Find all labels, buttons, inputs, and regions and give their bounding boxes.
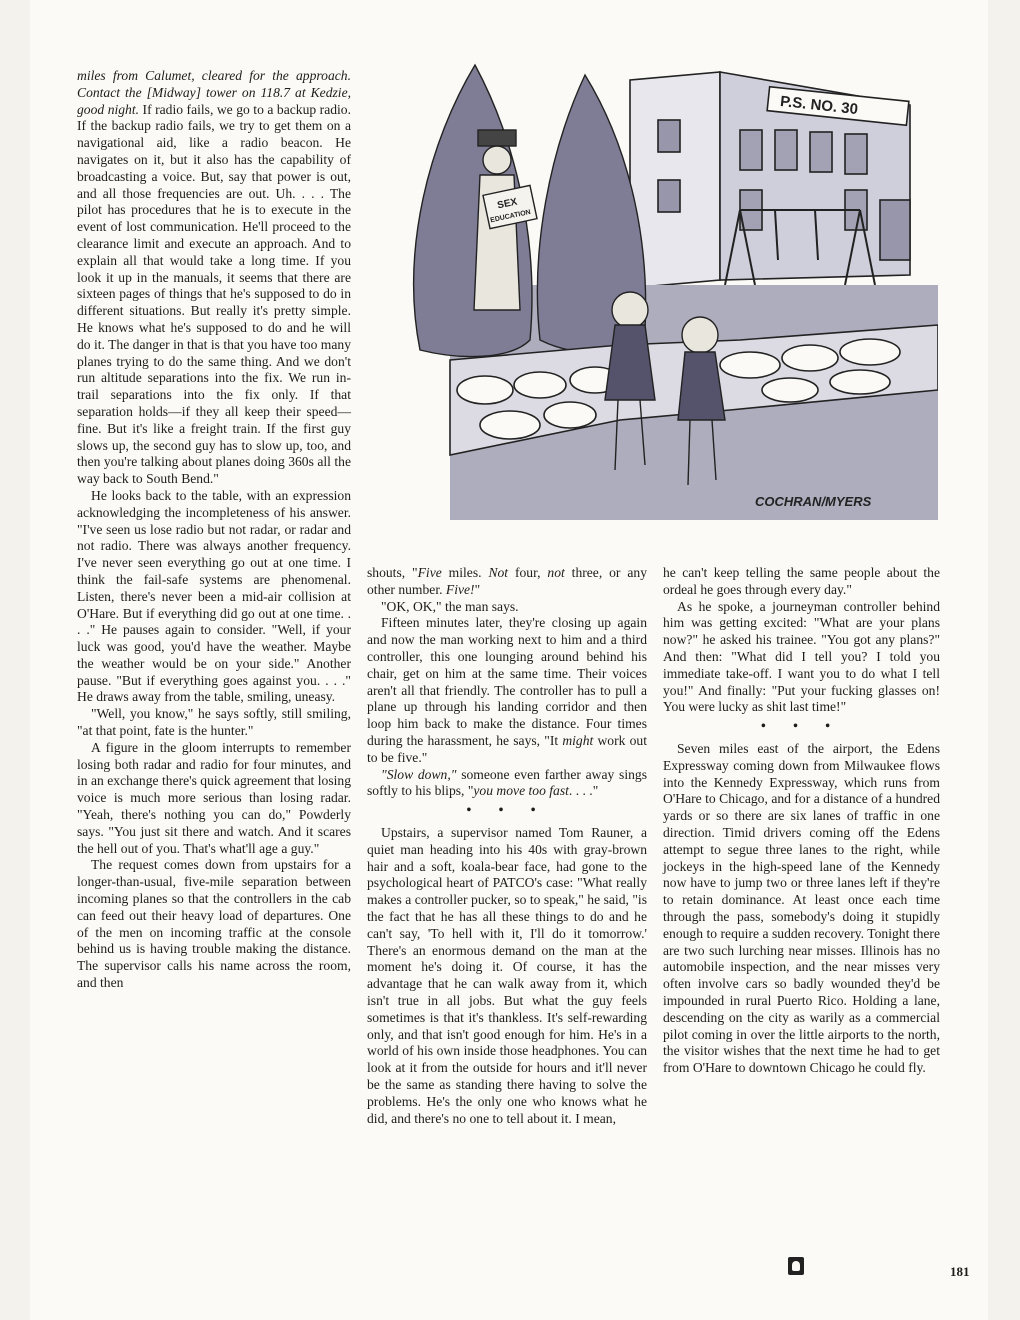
sign-text-1: SEX [496, 196, 519, 212]
paragraph: "OK, OK," the man says. [381, 598, 519, 614]
paragraph [77, 68, 351, 488]
section-break: • • • [466, 802, 548, 818]
magazine-page [30, 0, 988, 1320]
paragraph: As he spoke, a journeyman controller behind him was getting excited: "What are your plans now?" he asked his trainee. "You got any plans?" And then: "What did I tell you? I told you immediate take-off. I want you to do what I tell you!" And finally: "Put your fucking glasses on! You were lucky as shit last time!" [663, 598, 940, 715]
paragraph-text: If radio fails, we go to a backup radio. If the backup radio fails, we try to get them on a navigational aid, like a radio beacon. He navigates on it, but it also has the capability of broadcasting a voice. But, say that power is out, and all those frequencies are out. Uh. . . . The pilot has procedures that he is to execute in the event of lost communication. He'll proceed to the clearance limit and execute an approach. And to explain all that would take a long time. If you look it up in the manuals, it seems that there are sixteen pages of things that he's supposed to do in different situations. But really it's pretty simple. He knows what he's supposed to do and he will do it. The danger in that is that you have too many planes trying to do the same thing. And we don't run altitude separations into the fix. We run in-trail separations into the fix only. If that separation holds—if they all keep their speed—fine. But it's like a freight train. If the first guy slows up, the second guy has to slow up, too, and then you're talking about planes doing 360s all the way back to South Bend." [77, 101, 351, 487]
paragraph: "Well, you know," he says softly, still smiling, "at that point, fate is the hunter." [77, 706, 351, 739]
italic-dialogue: miles from Calumet, cleared for the approach. Contact the [Midway] tower on 118.7 at Kedzie, good night. [77, 68, 351, 117]
paragraph: Fifteen minutes later, they're closing up again and now the man working next to him and a third controller, this one lounging around behind his chair, get on him at the same time. Their voices aren't all that friendly. The controller has to pull a plane up through his landing corridor and then loop him back to make the distance. Four times during the harassment, he says, "It might work out to be five." [367, 615, 647, 765]
paragraph: The request comes down from upstairs for a longer-than-usual, five-mile separation between incoming planes so that the controllers in the cab can feed out their heavy load of departures. One of the men on incoming traffic at the console behind us is having trouble making the distance. The supervisor calls his name across the room, and then [77, 857, 351, 991]
school-sign-text: P.S. NO. 30 [779, 92, 859, 119]
bunny-logo-icon [788, 1257, 804, 1275]
text-column-3 [663, 565, 940, 1077]
section-break: • • • [760, 718, 843, 734]
paragraph: "Slow down," someone even farther away sings softly to his blips, "you move too fast. . . ." [367, 766, 647, 799]
paragraph: He looks back to the table, with an expression acknowledging the incompleteness of his answer. "I've seen us lose radio but not radar, or radar and not radio. There was always another frequency. I've never seen everything go out at one time. I think the fail-safe systems are phenomenal. Listen, there's never been a mid-air collision at O'Hare. But if everything did go out at one time. . . ." He pauses again to consider. "Well, if your luck was good, you'd have the weather. Maybe the weather would be on your side." Another pause. "But if everything goes against you. . . ." He draws away from the table, smiling, uneasy. [77, 487, 351, 705]
page-number: 181 [950, 1264, 970, 1279]
paragraph: shouts, "Five miles. Not four, not three, or any other number. Five!" [367, 565, 647, 597]
paragraph: Upstairs, a supervisor named Tom Rauner, a quiet man heading into his 40s with gray-brown hair and a soft, koala-bear face, had gone to the psychological heart of PATCO's case: "What really makes a controller pucker, so to speak," he said, "is the fact that he has all these things to do and he can't say, 'To hell with it, I'll do it tomorrow.' There's an enormous demand on the man at the moment he's doing it. Of course, it has the advantage that he can walk away from it, which isn't true in all jobs. But what the guy feels sometimes is that it's thankless. It's self-rewarding only, and that isn't good enough for him. He's in a world of his own inside those headphones. You can look at it from the outside for hours and it'll never be the same as standing there having to solve the problems. He's the only one who knows what he did, and there's no one to tell about it. I mean, [367, 824, 647, 1126]
paragraph: A figure in the gloom interrupts to remember losing both radar and radio for four minutes, and in an exchange there's quick agreement that losing voice is much more serious than losing radar. "Yeah, there's nothing you can do," Powderly says. "You just sit there and watch. And it scares the hell out of you. That's what'll age a guy." [77, 739, 351, 856]
cartoon-illustration [390, 60, 938, 520]
paragraph: he can't keep telling the same people about the ordeal he goes through every day." [663, 565, 940, 597]
artist-signature: COCHRAN/MYERS [755, 494, 872, 509]
sign-text-2: EDUCATION [489, 208, 532, 225]
text-column-2 [367, 565, 647, 1127]
paragraph: Seven miles east of the airport, the Edens Expressway coming down from Milwaukee flows into the Kennedy Expressway, which runs from O'Hare to Chicago, and for a distance of a hundred yards or so there are six lanes of traffic in one direction. Timid drivers coming off the Edens attempt to segue three lanes to the right, while jockeys in the high-speed lane of the Kennedy now have to jump two or three lanes left if they're to retain dominance. At least once each time through the pass, somebody's doing it stupidly enough to require a sudden recovery. Tonight there are two such lurching near misses. Illinois has no automobile inspection, and the near misses very often involve cars so badly wounded they'd be impounded in rural Puerto Rico. Holding a lane, descending on the city as warily as a commercial pilot coming in over the little airports to the north, the visitor wishes that the next time he had to get from O'Hare to downtown Chicago he could fly. [663, 740, 940, 1076]
text-column-1 [77, 68, 351, 992]
